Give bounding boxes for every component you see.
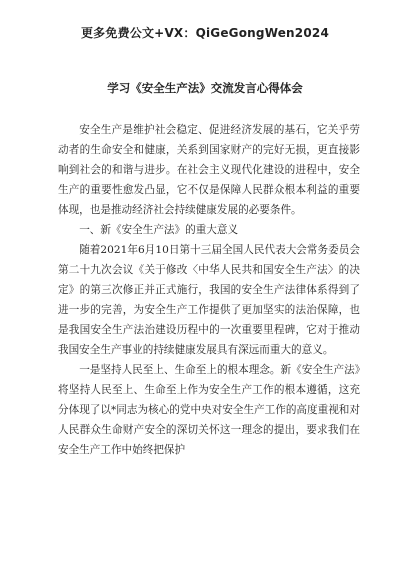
paragraph-law-revision: 随着2021年6月10日第十三届全国人民代表大会常务委员会第二十九次会议《关于修改〈中华人民共和国安全生产法〉的决定》的第三次修正并正式施行，我国的安全生产法律体系得到了进一步的完善，为安全生产工作提供了更加坚实的法治保障，也是我国安全生产法治建设历程中的一次重要里程碑，它对于推动我国安全生产事业的持续健康发展具有深远而重大的意义。 (58, 244, 360, 356)
document-body (58, 120, 360, 460)
document-title: 学习《安全生产法》交流发言心得体会 (107, 81, 303, 95)
paragraph-intro: 安全生产是维护社会稳定、促进经济发展的基石，它关乎劳动者的生命安全和健康，关系到国家财产的完好无损，更直接影响到社会的和谐与进步。在社会主义现代化建设的进程中，安全生产的重要性愈发凸显，它不仅是保障人民群众根本利益的重要体现，也是推动经济社会持续健康发展的必要条件。 (58, 124, 360, 216)
watermark-header: 更多免费公文+VX：QiGeGongWen2024 (80, 26, 329, 40)
paragraph-people-first: 一是坚持人民至上、生命至上的根本理念。新《安全生产法》将坚持人民至上、生命至上作为安全生产工作的根本遵循，这充分体现了以*同志为核心的党中央对安全生产工作的高度重视和对人民群众生命财产安全的深切关怀这一理念的提出，要求我们在安全生产工作中始终把保护 (58, 364, 360, 456)
section-heading: 一、新《安全生产法》的重大意义 (79, 224, 239, 236)
